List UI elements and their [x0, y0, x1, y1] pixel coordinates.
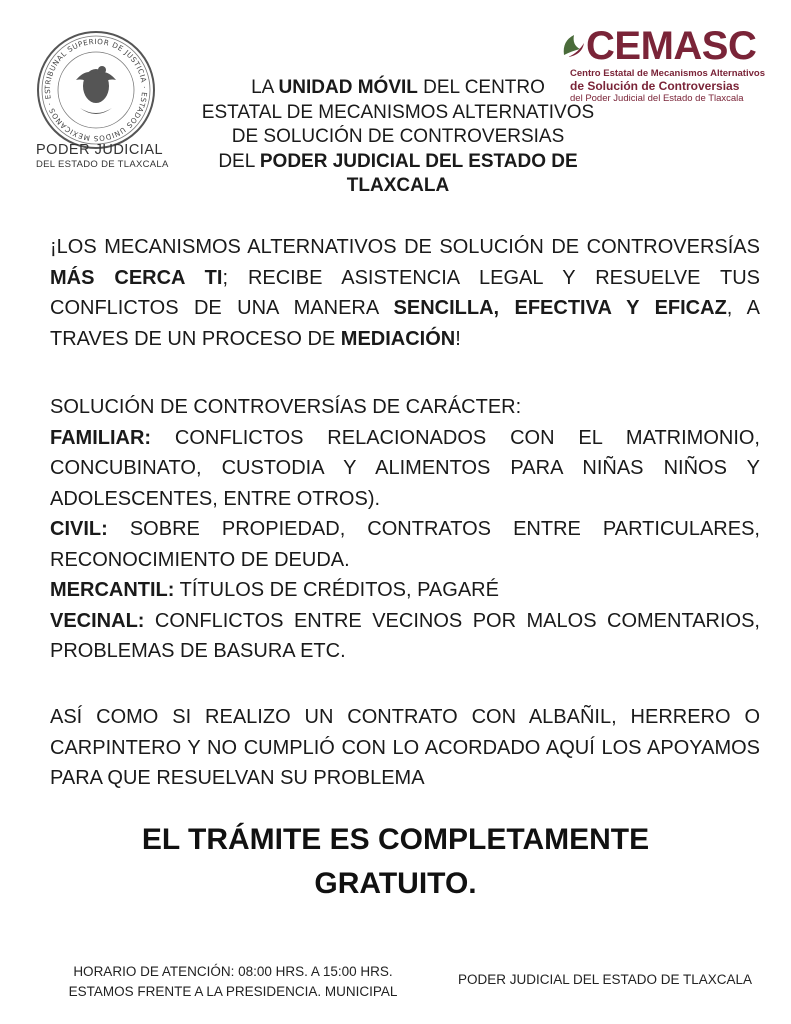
- intro-bold-2: SENCILLA, EFECTIVA Y EFICAZ: [393, 297, 727, 319]
- type-item-vecinal: [50, 606, 760, 667]
- poder-judicial-logo: [36, 142, 176, 170]
- closing-paragraph: ASÍ COMO SI REALIZO UN CONTRATO CON ALBAÑIL, HERRERO O CARPINTERO Y NO CUMPLIÓ CON LO ACORDADO AQUÍ LOS APOYAMOS PARA QUE RESUELVAN SU PROBLEMA: [50, 706, 760, 789]
- intro-text-1: ¡LOS MECANISMOS ALTERNATIVOS DE SOLUCIÓN DE CONTROVERSÍAS: [50, 236, 760, 258]
- footer-location: ESTAMOS FRENTE A LA PRESIDENCIA. MUNICIPAL: [68, 984, 398, 999]
- title-line2: ESTATAL DE MECANISMOS ALTERNATIVOS: [201, 101, 595, 123]
- controversy-types: [50, 392, 760, 667]
- intro-text-4: !: [455, 327, 461, 350]
- type-label: FAMILIAR:: [50, 426, 152, 449]
- cemasc-line3: del Poder Judicial del Estado de Tlaxcala: [570, 93, 744, 104]
- tribunal-seal-icon: [34, 28, 158, 152]
- left-logo-line2: DEL ESTADO DE TLAXCALA: [36, 159, 169, 170]
- leaf-icon: [560, 31, 586, 61]
- footer-hours: HORARIO DE ATENCIÓN: 08:00 HRS. A 15:00 HRS.: [73, 964, 393, 979]
- intro-bold-3: MEDIACIÓN: [340, 327, 456, 350]
- intro-paragraph: [50, 232, 760, 354]
- title-line5-bold: TLAXCALA: [346, 175, 450, 196]
- document-title: [180, 76, 616, 199]
- title-line4-bold: PODER JUDICIAL DEL ESTADO DE: [259, 150, 578, 172]
- cemasc-wordmark: CEMASC: [586, 24, 757, 68]
- type-text: CONFLICTOS ENTRE VECINOS POR MALOS COMENTARIOS, PROBLEMAS DE BASURA ETC.: [50, 609, 760, 662]
- title-unidad-movil: UNIDAD MÓVIL: [278, 77, 418, 98]
- seal-ring-text: TRIBUNAL SUPERIOR DE JUSTICIA · ESTADOS UNIDOS MEXICANOS · ES: [42, 36, 150, 144]
- cemasc-line2: de Solución de Controversias: [570, 79, 740, 93]
- type-label: CIVIL:: [50, 518, 108, 540]
- intro-bold-1: MÁS CERCA TI: [50, 266, 223, 289]
- headline-line1: EL TRÁMITE ES COMPLETAMENTE: [141, 823, 650, 856]
- intro-text-2: ; RECIBE ASISTENCIA LEGAL Y RESUELVE TUS CONFLICTOS DE UNA MANERA: [50, 266, 760, 319]
- title-part1: LA: [251, 77, 279, 98]
- headline-line2: GRATUITO.: [314, 867, 477, 900]
- left-logo-line1: PODER JUDICIAL: [36, 142, 164, 158]
- type-item-mercantil: [50, 575, 760, 606]
- type-label: MERCANTIL:: [50, 579, 175, 601]
- title-line4-pre: DEL: [218, 150, 260, 172]
- types-heading: SOLUCIÓN DE CONTROVERSÍAS DE CARÁCTER:: [50, 396, 522, 418]
- type-item-familiar: [50, 423, 760, 515]
- type-text: TÍTULOS DE CRÉDITOS, PAGARÉ: [174, 579, 499, 601]
- title-part3: DEL CENTRO: [417, 77, 545, 98]
- type-text: CONFLICTOS RELACIONADOS CON EL MATRIMONIO, CONCUBINATO, CUSTODIA Y ALIMENTOS PARA NIÑAS NIÑOS Y ADOLESCENTES, ENTRE OTROS).: [50, 426, 760, 510]
- type-label: VECINAL:: [50, 609, 145, 632]
- footer-organization: PODER JUDICIAL DEL ESTADO DE TLAXCALA: [457, 972, 753, 987]
- footer-hours-location: [48, 962, 418, 1002]
- cemasc-line1: Centro Estatal de Mecanismos Alternativos: [570, 68, 765, 79]
- type-item-civil: [50, 514, 760, 575]
- title-line3: DE SOLUCIÓN DE CONTROVERSIAS: [231, 126, 565, 147]
- intro-text-3: , A TRAVES DE UN PROCESO DE: [50, 297, 760, 350]
- type-text: SOBRE PROPIEDAD, CONTRATOS ENTRE PARTICULARES, RECONOCIMIENTO DE DEUDA.: [50, 518, 760, 571]
